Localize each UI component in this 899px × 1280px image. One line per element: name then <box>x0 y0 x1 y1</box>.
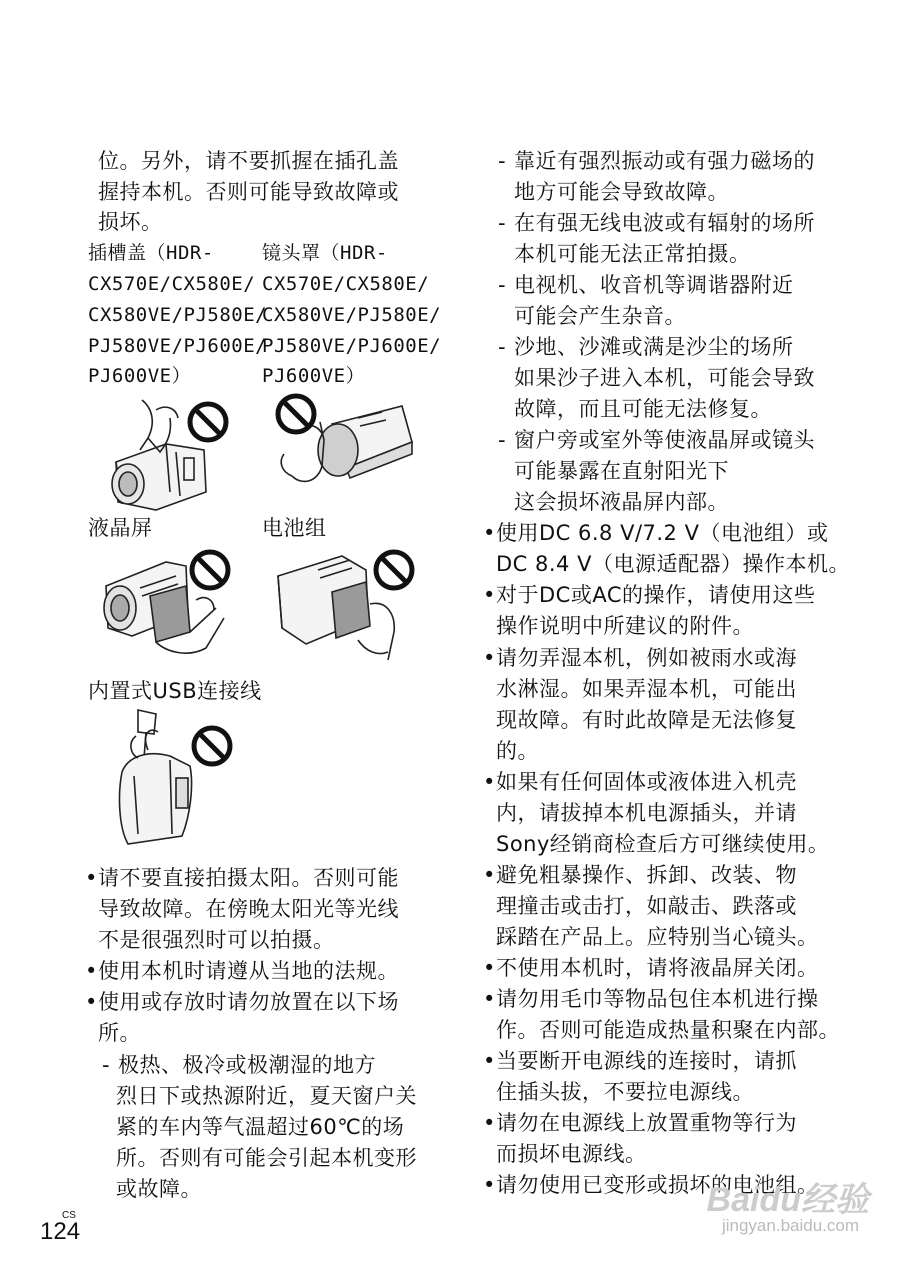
bullet-line: 理撞击或击打，如敲击、跌落或 <box>496 894 797 918</box>
bullet-line: 而损坏电源线。 <box>496 1142 647 1166</box>
bullet-line: 内，请拔掉本机电源插头，并请 <box>496 801 797 825</box>
caption-lens-cap: PJ600VE） <box>262 365 366 387</box>
caption-lens-cap: PJ580VE/PJ600E/ <box>262 335 442 357</box>
dash-line: 烈日下或热源附近，夏天窗户关 <box>116 1084 417 1108</box>
bullet-item: • 使用本机时请遵从当地的法规。 <box>98 957 399 985</box>
watermark-logo: Baidu经验 <box>706 1181 869 1219</box>
bullet-item: • 请勿使用已变形或损坏的电池组。 <box>496 1171 819 1199</box>
prohibited-icon <box>192 552 228 588</box>
caption-lcd: 液晶屏 <box>88 516 153 540</box>
dash-item: - 窗户旁或室外等使液晶屏或镜头 <box>514 426 815 454</box>
dash-item: - 极热、极冷或极潮湿的地方 <box>118 1051 376 1079</box>
dash-line: 地方可能会导致故障。 <box>514 180 729 204</box>
lcd-grip-illustration <box>96 548 246 672</box>
bullet-line: 住插头拔，不要拉电源线。 <box>496 1080 754 1104</box>
bullet-line: 踩踏在产品上。应特别当心镜头。 <box>496 925 819 949</box>
dash-line: 故障，而且可能无法修复。 <box>514 397 772 421</box>
bullet-line: 作。否则可能造成热量积聚在内部。 <box>496 1018 840 1042</box>
bullet-line: Sony经销商检查后方可继续使用。 <box>496 832 830 856</box>
prohibited-icon <box>376 552 412 588</box>
bullet-line: 操作说明中所建议的附件。 <box>496 614 754 638</box>
bullet-item: • 请不要直接拍摄太阳。否则可能 <box>98 864 399 892</box>
bullet-line: 的。 <box>496 739 539 763</box>
caption-battery: 电池组 <box>262 516 327 540</box>
intro-line: 损坏。 <box>98 210 163 234</box>
intro-line: 握持本机。否则可能导致故障或 <box>98 180 399 204</box>
intro-line: 位。另外，请不要抓握在插孔盖 <box>98 149 399 173</box>
bullet-item: • 当要断开电源线的连接时，请抓 <box>496 1047 797 1075</box>
bullet-item: • 不使用本机时，请将液晶屏关闭。 <box>496 954 819 982</box>
dash-line: 或故障。 <box>116 1177 202 1201</box>
dash-line: 这会损坏液晶屏内部。 <box>514 490 729 514</box>
bullet-item: • 请勿弄湿本机，例如被雨水或海 <box>496 644 797 672</box>
dash-line: 本机可能无法正常拍摄。 <box>514 242 751 266</box>
prohibited-icon <box>190 404 226 440</box>
bullet-item: • 使用或存放时请勿放置在以下场 <box>98 988 399 1016</box>
dash-line: 可能暴露在直射阳光下 <box>514 459 729 483</box>
dash-item: - 电视机、收音机等调谐器附近 <box>514 271 794 299</box>
bullet-item: • 如果有任何固体或液体进入机壳 <box>496 768 797 796</box>
caption-slot-cover: 插槽盖（HDR- <box>88 242 214 264</box>
bullet-line: 导致故障。在傍晚太阳光等光线 <box>98 897 399 921</box>
watermark-url: jingyan.baidu.com <box>721 1216 859 1235</box>
bullet-item: • 请勿用毛巾等物品包住本机进行操 <box>496 985 819 1013</box>
prohibited-icon <box>278 396 314 432</box>
language-code: CS <box>62 1210 76 1221</box>
lens-cap-grip-illustration <box>262 392 422 520</box>
bullet-item: • 使用DC 6.8 V/7.2 V（电池组）或 <box>496 519 828 547</box>
caption-lens-cap: CX580VE/PJ580E/ <box>262 304 442 326</box>
bullet-line: 所。 <box>98 1021 141 1045</box>
caption-lens-cap: 镜头罩（HDR- <box>262 242 388 264</box>
slot-cover-grip-illustration <box>96 392 246 520</box>
dash-line: 所。否则有可能会引起本机变形 <box>116 1146 417 1170</box>
dash-line: 可能会产生杂音。 <box>514 304 686 328</box>
caption-slot-cover: PJ580VE/PJ600E/ <box>88 335 268 357</box>
dash-item: - 在有强无线电波或有辐射的场所 <box>514 209 815 237</box>
caption-slot-cover: PJ600VE） <box>88 365 192 387</box>
caption-usb: 内置式USB连接线 <box>88 679 262 703</box>
page-number: 124 <box>40 1218 81 1245</box>
prohibited-icon <box>194 728 230 764</box>
caption-slot-cover: CX580VE/PJ580E/ <box>88 304 268 326</box>
bullet-item: • 对于DC或AC的操作，请使用这些 <box>496 581 816 609</box>
dash-item: - 沙地、沙滩或满是沙尘的场所 <box>514 333 794 361</box>
bullet-line: 水淋湿。如果弄湿本机，可能出 <box>496 677 797 701</box>
bullet-item: • 避免粗暴操作、拆卸、改装、物 <box>496 861 797 889</box>
dash-line: 如果沙子进入本机，可能会导致 <box>514 366 815 390</box>
usb-cable-grip-illustration <box>108 706 258 848</box>
bullet-line: DC 8.4 V（电源适配器）操作本机。 <box>496 552 850 576</box>
battery-grip-illustration <box>262 548 422 672</box>
caption-lens-cap: CX570E/CX580E/ <box>262 273 430 295</box>
bullet-line: 不是很强烈时可以拍摄。 <box>98 928 335 952</box>
bullet-item: • 请勿在电源线上放置重物等行为 <box>496 1109 797 1137</box>
bullet-line: 现故障。有时此故障是无法修复 <box>496 708 797 732</box>
caption-slot-cover: CX570E/CX580E/ <box>88 273 256 295</box>
dash-line: 紧的车内等气温超过60℃的场 <box>116 1115 405 1139</box>
dash-item: - 靠近有强烈振动或有强力磁场的 <box>514 147 815 175</box>
